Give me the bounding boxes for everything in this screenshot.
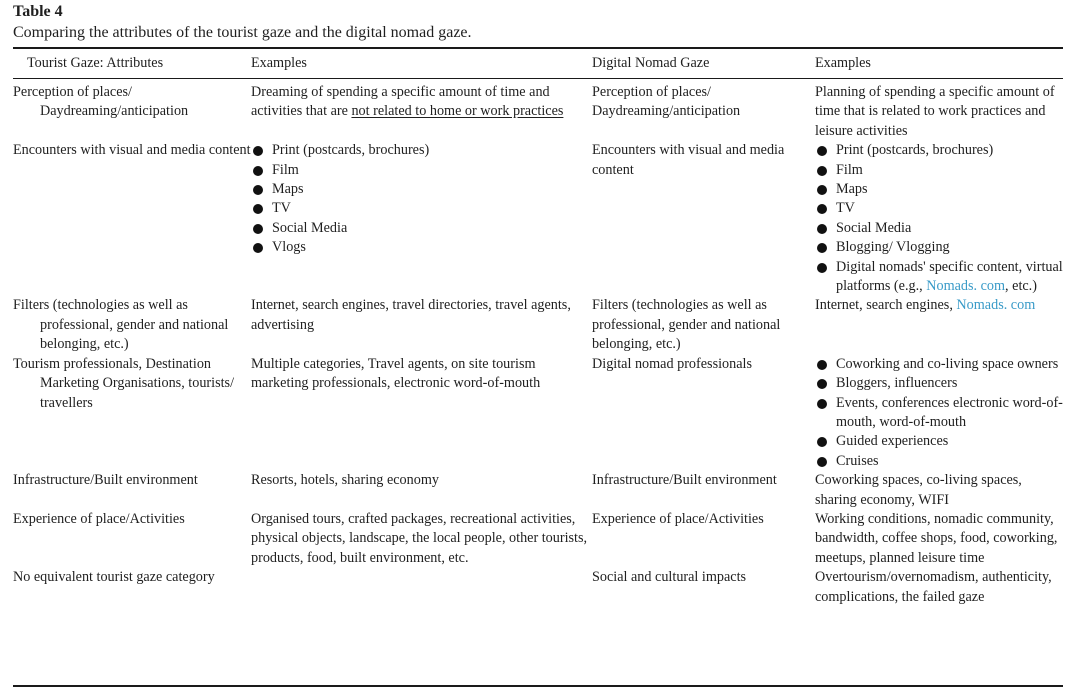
nomad-examples-cell: Planning of spending a specific amount of time that is related to work practices and leisure activities (815, 84, 1055, 139)
bullet-item: Maps (815, 180, 1063, 199)
tourist-examples-cell (251, 83, 592, 141)
bullet-item: Bloggers, influencers (815, 374, 1063, 393)
nomads-com-link[interactable]: Nomads. com (926, 278, 1006, 295)
bullet-item: Print (postcards, brochures) (251, 141, 592, 160)
table-row (13, 471, 1063, 510)
nomad-examples-cell: Working conditions, nomadic community, bandwidth, coffee shops, food, coworking, meetups, planned leisure time (815, 510, 1058, 566)
nomads-com-link[interactable]: Nomads. com (956, 297, 1036, 314)
nomad-examples-cell (815, 355, 1063, 471)
underlined-text: not related to home or work practices (351, 103, 564, 120)
table-row (13, 83, 1063, 141)
bullet-item: Social Media (251, 219, 592, 238)
tourist-examples-cell (251, 568, 592, 607)
bullet-text: Digital nomads' specific content, virtual platforms (e.g., (836, 258, 1063, 295)
tourist-examples-cell: Organised tours, crafted packages, recreational activities, physical objects, landscape, the local people, other tourists, products, food, built environment, etc. (251, 510, 588, 566)
bullet-list (815, 355, 1063, 471)
bullet-item: Events, conferences electronic word-of-mouth, word-of-mouth (815, 394, 1063, 433)
bullet-item: Blogging/ Vlogging (815, 238, 1063, 257)
examples-text: Dreaming of spending a specific amount of time and activities that are (251, 84, 550, 120)
table-row (13, 296, 1063, 354)
bullet-item: Film (815, 161, 1063, 180)
tourist-attribute-cell: Encounters with visual and media content (13, 142, 251, 159)
nomad-examples-cell: Coworking spaces, co-living spaces, sharing economy, WIFI (815, 472, 1022, 508)
header-nomad-examples: Examples (815, 54, 871, 71)
tourist-attribute-cell: Tourism professionals, Destination Marketing Organisations, tourists/ travellers (13, 355, 235, 411)
nomad-attribute-cell: Filters (technologies as well as professional, gender and national belonging, etc.) (592, 297, 781, 353)
bullet-item: TV (251, 199, 592, 218)
tourist-examples-cell: Multiple categories, Travel agents, on site tourism marketing professionals, electronic word-of-mouth (251, 355, 541, 392)
bullet-item: Cruises (815, 452, 1063, 471)
bullet-item: Coworking and co-living space owners (815, 355, 1063, 374)
table-row (13, 510, 1063, 568)
bullet-item: Vlogs (251, 238, 592, 257)
bullet-item: Film (251, 161, 592, 180)
bullet-item (815, 258, 1063, 297)
nomad-attribute-cell: Encounters with visual and media content (592, 142, 785, 178)
tourist-examples-cell: Resorts, hotels, sharing economy (251, 472, 439, 489)
nomad-attribute-cell: Social and cultural impacts (592, 569, 747, 586)
tourist-examples-cell (251, 141, 592, 296)
header-tourist-attributes: Tourist Gaze: Attributes (27, 54, 164, 71)
bullet-item: Social Media (815, 219, 1063, 238)
bullet-list (251, 141, 592, 257)
tourist-attribute-cell: Filters (technologies as well as professional, gender and national belonging, etc.) (13, 297, 229, 353)
bullet-text: , etc.) (1005, 278, 1037, 295)
header-tourist-examples: Examples (251, 54, 307, 71)
table-caption: Comparing the attributes of the tourist gaze and the digital nomad gaze. (13, 24, 472, 41)
nomad-examples-cell (815, 296, 1063, 354)
nomad-attribute-cell: Perception of places/ Daydreaming/anticipation (592, 84, 741, 120)
nomad-attribute-cell: Experience of place/Activities (592, 510, 764, 527)
tourist-examples-cell: Internet, search engines, travel directories, travel agents, advertising (251, 297, 571, 333)
examples-text: Internet, search engines, (815, 297, 957, 314)
tourist-attribute-cell: Experience of place/Activities (13, 510, 185, 527)
tourist-attribute-cell: Perception of places/ Daydreaming/anticipation (13, 84, 189, 120)
nomad-attribute-cell: Infrastructure/Built environment (592, 472, 777, 489)
table-row (13, 568, 1063, 607)
header-nomad-gaze: Digital Nomad Gaze (592, 54, 710, 71)
nomad-attribute-cell: Digital nomad professionals (592, 355, 752, 372)
table-bottom-rule (13, 685, 1063, 687)
table-body (13, 78, 1063, 607)
nomad-examples-cell (815, 141, 1063, 296)
nomad-examples-cell: Overtourism/overnomadism, authenticity, complications, the failed gaze (815, 569, 1052, 605)
table-row (13, 141, 1063, 296)
bullet-item: Print (postcards, brochures) (815, 141, 1063, 160)
comparison-table (13, 49, 1063, 607)
bullet-item: Guided experiences (815, 432, 1063, 451)
bullet-list (815, 141, 1063, 296)
tourist-attribute-cell: No equivalent tourist gaze category (13, 569, 215, 586)
bullet-item: TV (815, 199, 1063, 218)
table-header-row (13, 49, 1063, 78)
table-title: Table 4 (13, 3, 63, 20)
bullet-item: Maps (251, 180, 592, 199)
tourist-attribute-cell: Infrastructure/Built environment (13, 472, 198, 489)
table-row (13, 355, 1063, 471)
